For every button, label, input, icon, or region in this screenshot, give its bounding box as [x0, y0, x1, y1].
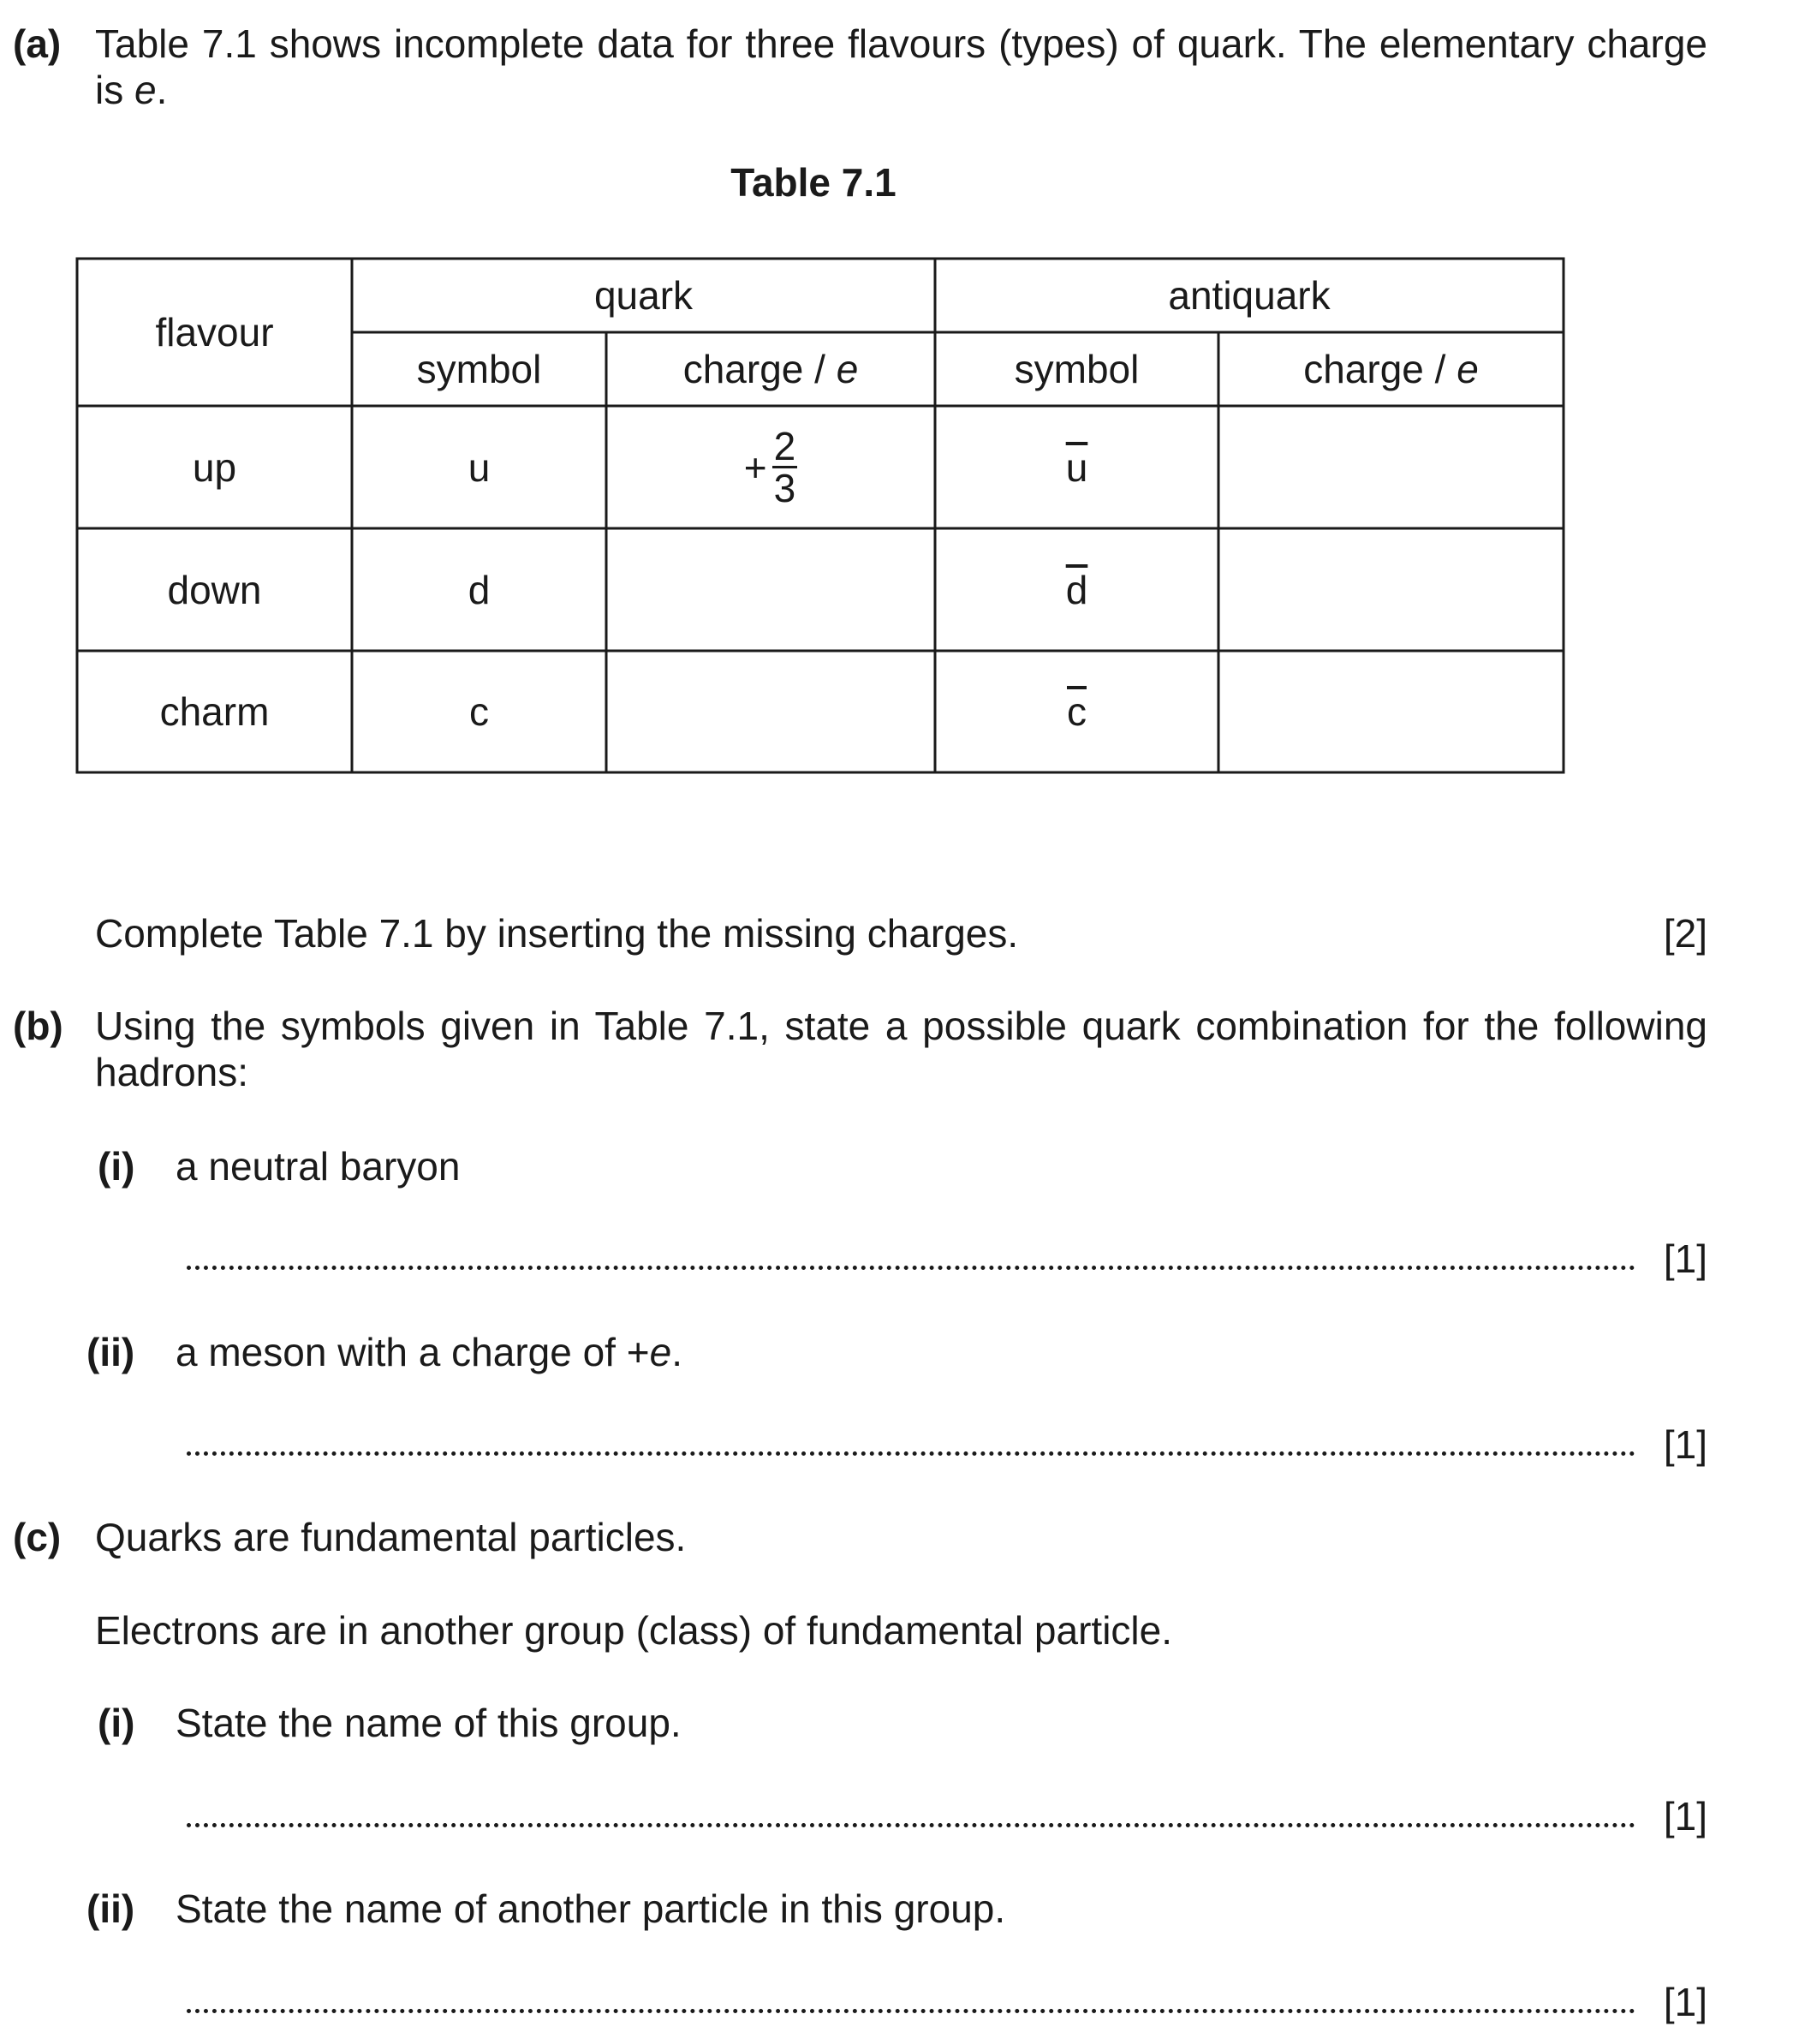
header-quark-charge: charge / e — [682, 347, 859, 391]
part-c-line1: Quarks are fundamental particles. — [95, 1515, 687, 1559]
answer-line-c-ii[interactable] — [187, 2009, 1635, 2013]
answer-line-b-ii[interactable] — [187, 1451, 1635, 1456]
part-c-ii-marks: [1] — [1663, 1980, 1707, 2024]
header-quark-symbol: symbol — [416, 347, 542, 391]
charge-sign: + — [743, 444, 767, 490]
header-antiquark: antiquark — [1168, 273, 1331, 318]
row-up-antiquark-symbol: $\overline{u}$ — [1065, 444, 1088, 490]
part-c-label: (c) — [13, 1515, 62, 1559]
charge-fraction — [772, 426, 798, 508]
row-down-quark-symbol: d — [468, 567, 491, 612]
row-up-flavour: up — [192, 444, 237, 490]
header-antiquark-symbol: symbol — [1014, 347, 1140, 391]
answer-line-b-i[interactable] — [187, 1266, 1635, 1270]
part-b-i-label: (i) — [98, 1144, 135, 1189]
row-charm-flavour: charm — [159, 689, 270, 734]
row-down-antiquark-symbol: $\overline{d}$ — [1065, 567, 1088, 612]
row-down-quark-charge[interactable] — [606, 528, 935, 651]
part-a-intro-line1: Table 7.1 shows incomplete data for three flavours (types) of quark. The elementary charge — [95, 21, 1707, 66]
part-b-i-marks: [1] — [1663, 1237, 1707, 1281]
table-title: Table 7.1 — [730, 160, 897, 205]
part-c-i-text: State the name of this group. — [176, 1701, 682, 1745]
row-charm-quark-charge[interactable] — [606, 651, 935, 772]
part-b-intro-line1: Using the symbols given in Table 7.1, state a possible quark combination for the following — [95, 1004, 1707, 1048]
answer-line-c-i[interactable] — [187, 1823, 1635, 1827]
header-quark: quark — [593, 273, 694, 318]
part-c-line2: Electrons are in another group (class) of fundamental particle. — [95, 1608, 1172, 1653]
row-charm-antiquark-charge[interactable] — [1218, 651, 1564, 772]
part-b-i-text: a neutral baryon — [176, 1144, 461, 1189]
part-a-intro-line2: is e. — [95, 68, 168, 112]
part-c-ii-text: State the name of another particle in this group. — [176, 1886, 1006, 1931]
row-down-flavour: down — [167, 567, 262, 612]
part-b-intro — [95, 1003, 1707, 1095]
part-b-ii-text: a meson with a charge of +e. — [176, 1330, 682, 1374]
charge-numerator: 2 — [773, 424, 796, 468]
row-charm-quark-symbol: c — [469, 689, 489, 734]
row-up-quark-charge — [606, 406, 935, 528]
row-charm-antiquark-symbol: $\overline{c}$ — [1067, 689, 1087, 734]
row-up-antiquark-charge[interactable] — [1218, 406, 1564, 528]
part-b-ii-label: (ii) — [86, 1330, 135, 1374]
part-a-marks: [2] — [1663, 911, 1707, 956]
part-b-label: (b) — [13, 1004, 63, 1048]
header-flavour: flavour — [155, 310, 274, 355]
part-a-instruction: Complete Table 7.1 by inserting the missing charges. — [95, 911, 1019, 956]
header-antiquark-charge: charge / e — [1303, 347, 1479, 391]
row-up-quark-symbol: u — [468, 444, 491, 490]
charge-denominator: 3 — [773, 466, 796, 510]
part-b-intro-line2: hadrons: — [95, 1050, 249, 1094]
part-a-label: (a) — [13, 21, 62, 66]
part-b-ii-marks: [1] — [1663, 1422, 1707, 1467]
part-c-ii-label: (ii) — [86, 1886, 135, 1931]
row-down-antiquark-charge[interactable] — [1218, 528, 1564, 651]
part-c-i-label: (i) — [98, 1701, 135, 1745]
part-c-i-marks: [1] — [1663, 1794, 1707, 1838]
